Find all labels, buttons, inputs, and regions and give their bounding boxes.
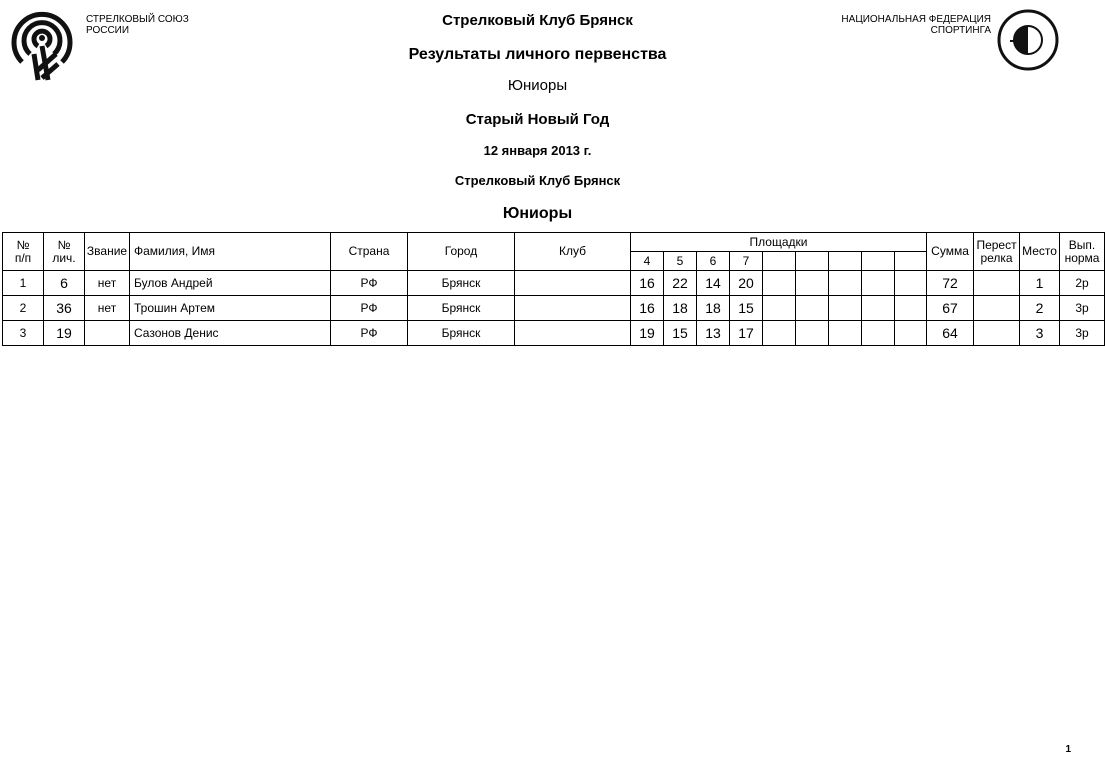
col-header-num: № п/п xyxy=(3,233,44,271)
area-number-header xyxy=(796,252,829,271)
cell-personal-num: 19 xyxy=(44,321,85,346)
cell-score xyxy=(829,296,862,321)
results-title: Результаты личного первенства xyxy=(408,46,667,63)
cell-city: Брянск xyxy=(408,296,515,321)
cell-norm: 3р xyxy=(1060,296,1105,321)
cell-personal-num: 6 xyxy=(44,271,85,296)
cell-score xyxy=(829,271,862,296)
cell-score xyxy=(763,271,796,296)
cell-score: 18 xyxy=(697,296,730,321)
cell-score: 13 xyxy=(697,321,730,346)
cell-place: 1 xyxy=(1020,271,1060,296)
cell-score xyxy=(862,296,895,321)
cell-shootoff xyxy=(974,296,1020,321)
col-header-country: Страна xyxy=(331,233,408,271)
table-row xyxy=(3,296,1105,321)
cell-sum: 67 xyxy=(927,296,974,321)
col-header-sum: Сумма xyxy=(927,233,974,271)
cell-name: Трошин Артем xyxy=(130,296,331,321)
cell-score: 16 xyxy=(631,296,664,321)
col-header-areas: Площадки xyxy=(631,233,927,252)
area-number-header: 7 xyxy=(730,252,763,271)
cell-num: 1 xyxy=(3,271,44,296)
org-left-line1: СТРЕЛКОВЫЙ СОЮЗ xyxy=(86,14,189,25)
area-number-header: 4 xyxy=(631,252,664,271)
cell-score xyxy=(763,321,796,346)
club-heading: Стрелковый Клуб Брянск xyxy=(442,12,633,29)
cell-score: 22 xyxy=(664,271,697,296)
event-name: Старый Новый Год xyxy=(465,111,610,128)
cell-score xyxy=(829,321,862,346)
cell-shootoff xyxy=(974,321,1020,346)
cell-name: Булов Андрей xyxy=(130,271,331,296)
col-header-city: Город xyxy=(408,233,515,271)
col-header-place: Место xyxy=(1020,233,1060,271)
org-left-line2: РОССИИ xyxy=(86,25,130,36)
cell-score: 19 xyxy=(631,321,664,346)
cell-score xyxy=(796,296,829,321)
cell-name: Сазонов Денис xyxy=(130,321,331,346)
cell-rank: нет xyxy=(85,296,130,321)
org-right-line2: СПОРТИНГА xyxy=(930,25,991,36)
cell-score: 15 xyxy=(664,321,697,346)
cell-city: Брянск xyxy=(408,271,515,296)
col-header-club: Клуб xyxy=(515,233,631,271)
col-header-personal-num: № лич. xyxy=(44,233,85,271)
table-row xyxy=(3,321,1105,346)
cell-score xyxy=(895,296,927,321)
cell-place: 2 xyxy=(1020,296,1060,321)
cell-sum: 64 xyxy=(927,321,974,346)
cell-score xyxy=(796,271,829,296)
cell-score: 14 xyxy=(697,271,730,296)
col-header-rank: Звание xyxy=(85,233,130,271)
cell-shootoff xyxy=(974,271,1020,296)
cell-rank: нет xyxy=(85,271,130,296)
cell-norm: 3р xyxy=(1060,321,1105,346)
page-number: 1 xyxy=(1065,744,1071,755)
area-number-header: 6 xyxy=(697,252,730,271)
cell-score: 20 xyxy=(730,271,763,296)
cell-personal-num: 36 xyxy=(44,296,85,321)
col-header-shootoff: Перест релка xyxy=(974,233,1020,271)
cell-score xyxy=(862,271,895,296)
venue-name: Стрелковый Клуб Брянск xyxy=(454,173,621,188)
col-header-name: Фамилия, Имя xyxy=(130,233,331,271)
cell-country: РФ xyxy=(331,271,408,296)
cell-num: 2 xyxy=(3,296,44,321)
col-header-norm: Вып. норма xyxy=(1060,233,1105,271)
group-heading: Юниоры xyxy=(502,205,573,222)
area-number-header: 5 xyxy=(664,252,697,271)
cell-place: 3 xyxy=(1020,321,1060,346)
cell-rank xyxy=(85,321,130,346)
cell-norm: 2р xyxy=(1060,271,1105,296)
cell-score: 18 xyxy=(664,296,697,321)
cell-club xyxy=(515,296,631,321)
results-table xyxy=(2,232,1105,346)
event-date: 12 января 2013 г. xyxy=(483,143,592,158)
area-number-header xyxy=(763,252,796,271)
cell-score xyxy=(862,321,895,346)
cell-score xyxy=(796,321,829,346)
cell-country: РФ xyxy=(331,321,408,346)
cell-sum: 72 xyxy=(927,271,974,296)
cell-num: 3 xyxy=(3,321,44,346)
cell-country: РФ xyxy=(331,296,408,321)
area-number-header xyxy=(829,252,862,271)
table-row xyxy=(3,271,1105,296)
cell-score: 15 xyxy=(730,296,763,321)
cell-score xyxy=(895,321,927,346)
org-right-line1: НАЦИОНАЛЬНАЯ ФЕДЕРАЦИЯ xyxy=(841,14,991,25)
cell-score xyxy=(895,271,927,296)
cell-score: 16 xyxy=(631,271,664,296)
area-number-header xyxy=(862,252,895,271)
cell-club xyxy=(515,271,631,296)
cell-city: Брянск xyxy=(408,321,515,346)
cell-score: 17 xyxy=(730,321,763,346)
category-heading: Юниоры xyxy=(507,77,568,94)
area-number-header xyxy=(895,252,927,271)
cell-club xyxy=(515,321,631,346)
cell-score xyxy=(763,296,796,321)
